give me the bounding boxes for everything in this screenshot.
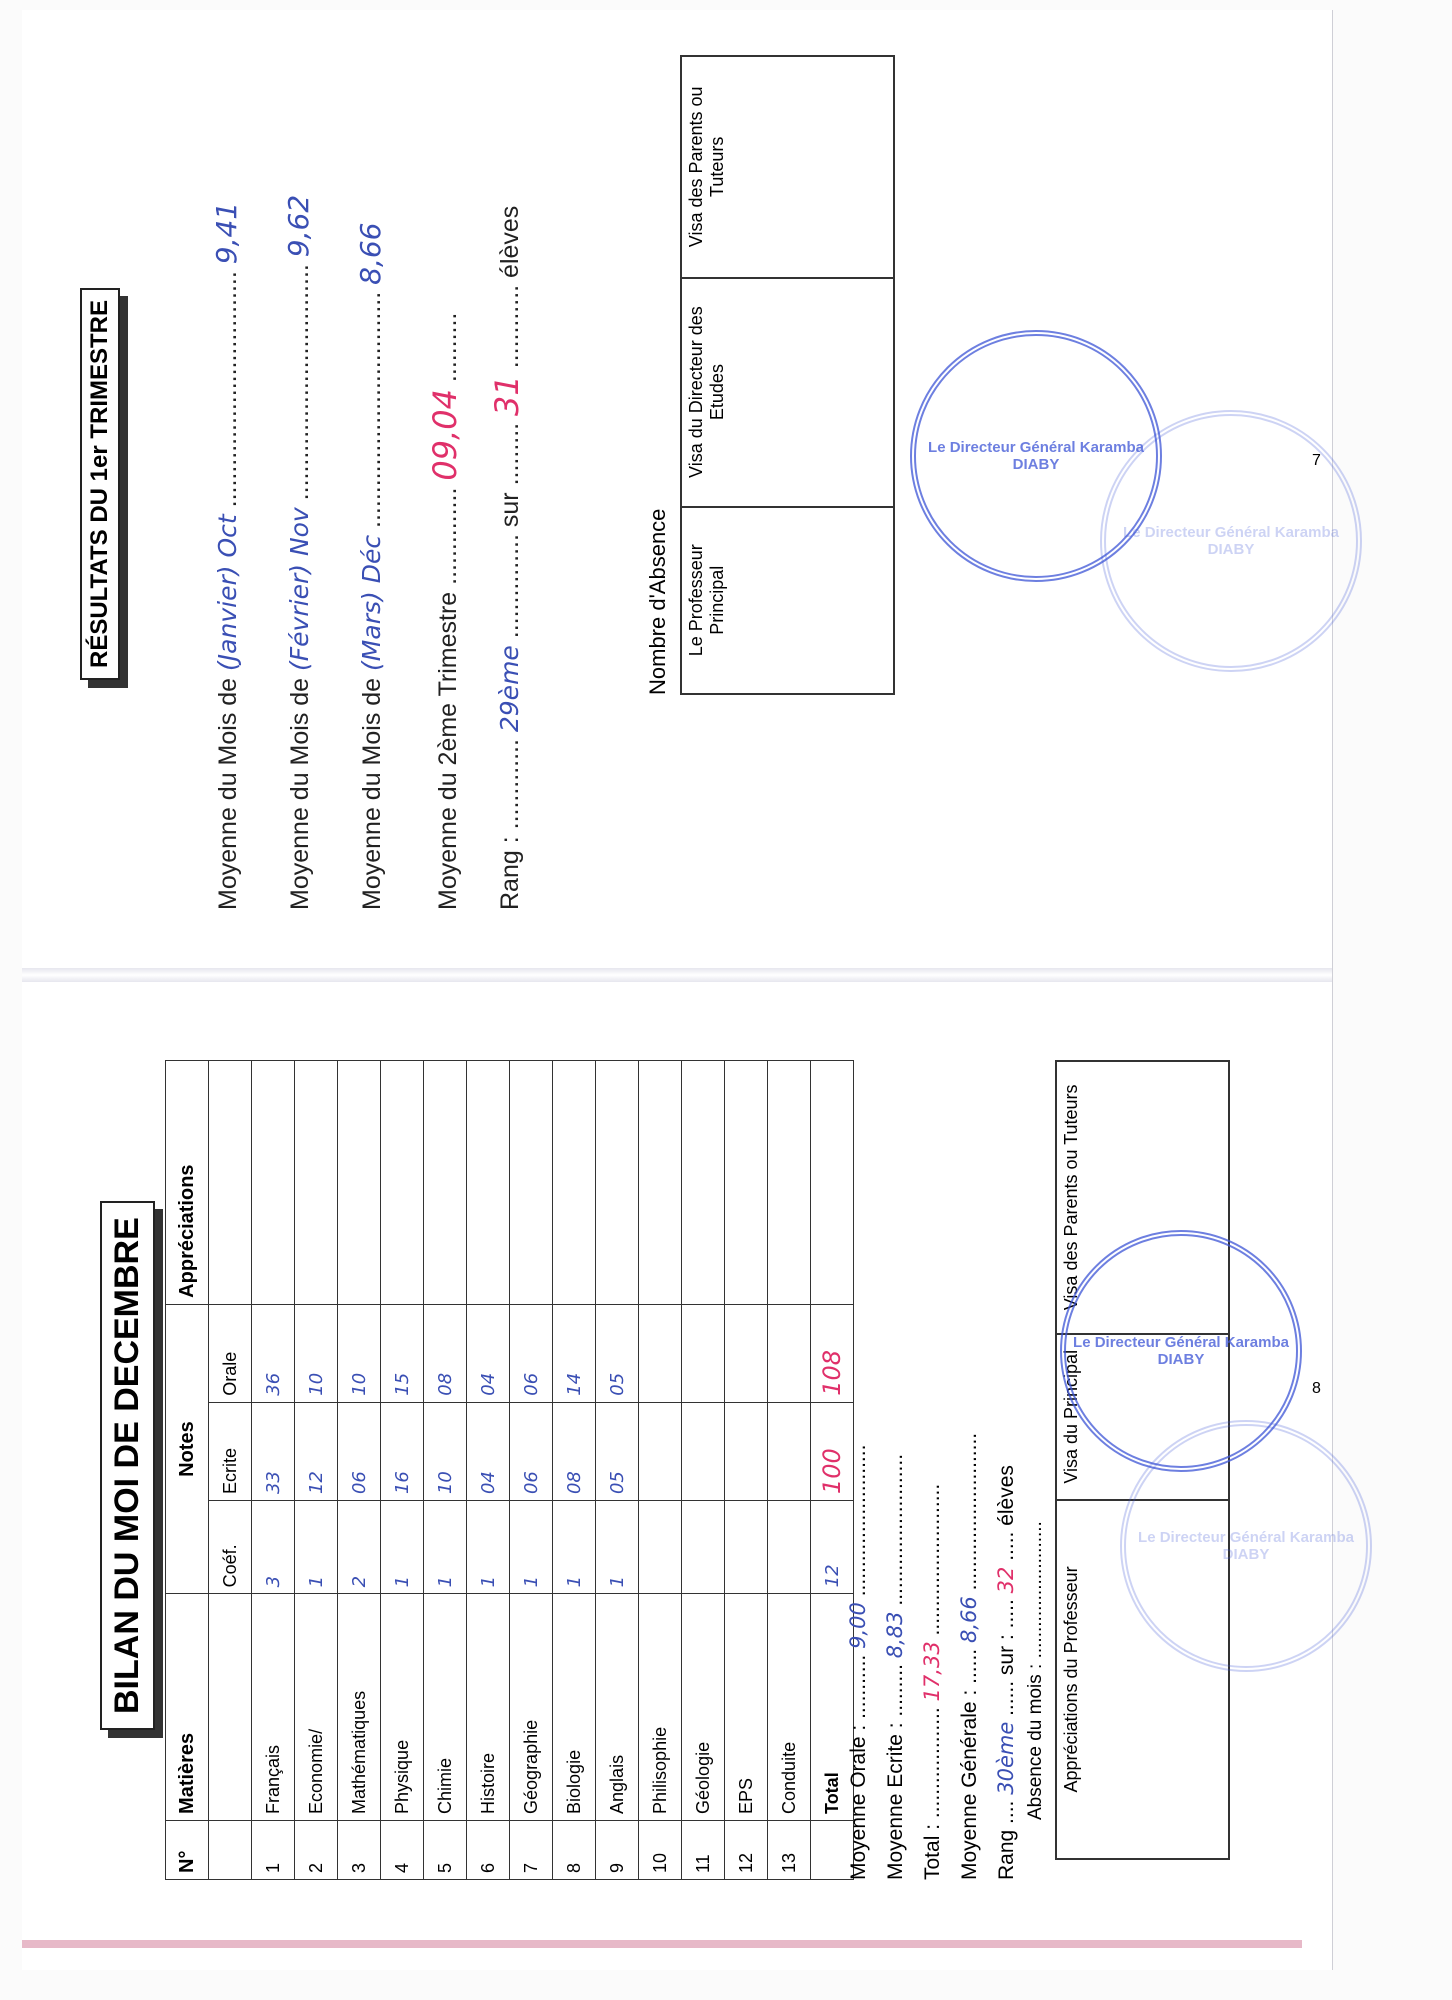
trimestre-average-line: Moyenne du 2ème Trimestre .............. 09,04 .......... [426, 312, 464, 910]
table-row: 8 Biologie 1 08 14 [553, 1061, 596, 1880]
prof-principal-cell: Le Professeur Principal [681, 507, 894, 694]
parents-cell: Visa des Parents ou Tuteurs [681, 56, 894, 278]
total-row: Total 12 100 108 [811, 1061, 854, 1880]
right-visa-table [680, 55, 895, 695]
table-row: 10 Philisophie [639, 1061, 682, 1880]
table-row: 9 Anglais 1 05 05 [596, 1061, 639, 1880]
right-page-title: RÉSULTATS DU 1er TRIMESTRE [80, 288, 120, 680]
col-appreciations-header: Appréciations [166, 1061, 209, 1305]
absence-line: Absence du mois : .......................... [1025, 1521, 1046, 1820]
principal-cell: Visa du Principal [1056, 1334, 1229, 1500]
col-coef-header: Coéf. [209, 1501, 252, 1594]
col-notes-header: Notes [166, 1304, 209, 1594]
table-row: 3 Mathématiques 2 06 10 [338, 1061, 381, 1880]
faint-stamp: Le Directeur Général Karamba DIABY [1100, 410, 1362, 672]
table-row: 7 Géographie 1 06 06 [510, 1061, 553, 1880]
directeur-cell: Visa du Directeur des Etudes [681, 278, 894, 507]
left-page-title: BILAN DU MOI DE DECEMBRE [100, 1201, 155, 1730]
table-row: 11 Géologie [682, 1061, 725, 1880]
director-stamp: Le Directeur Général Karamba DIABY [910, 330, 1162, 582]
month-average-line: Moyenne du Mois de (Janvier) Oct .................................. 9,41 [210, 201, 243, 910]
col-num-header: N° [166, 1820, 209, 1879]
faint-stamp: Le Directeur Général Karamba DIABY [1120, 1420, 1372, 1672]
table-row: 5 Chimie 1 10 08 [424, 1061, 467, 1880]
col-ecrite-header: Ecrite [209, 1402, 252, 1500]
col-subject-header: Matières [166, 1594, 209, 1821]
table-row: 2 Economie/ 1 12 10 [295, 1061, 338, 1880]
rank-line: Rang : ............. 29ème ............... sur ......... 31 ............ élèves [488, 205, 526, 910]
month-average-line: Moyenne du Mois de (Mars) Déc .................................. 8,66 [354, 222, 387, 910]
parents-cell: Visa des Parents ou Tuteurs [1056, 1061, 1229, 1334]
prof-appreciation-cell: Appréciations du Professeur [1056, 1500, 1229, 1859]
page-number: 8 [1312, 1380, 1321, 1397]
monthly-summary: Moyenne Orale : ........... 9,00 .......................... Moyenne Ecrite : ......... 8,83 .......................... Total : ................... 17,33 .......................... Moyenne Générale : ...... 8,66 ........................... Rang .... 30ème ...... sur : ..... 32 ..... élèves [846, 1432, 1018, 1880]
table-row: 6 Histoire 1 04 04 [467, 1061, 510, 1880]
table-row: 1 Français 3 33 36 [252, 1061, 295, 1880]
director-stamp: Le Directeur Général Karamba DIABY [1060, 1230, 1302, 1472]
col-orale-header: Orale [209, 1304, 252, 1402]
month-average-line: Moyenne du Mois de (Février) Nov .................................. 9,62 [282, 194, 315, 910]
page-edge [22, 1940, 1302, 1948]
table-row: 4 Physique 1 16 15 [381, 1061, 424, 1880]
grades-table [165, 1060, 854, 1880]
page-number: 7 [1312, 452, 1321, 469]
absence-title: Nombre d'Absence [645, 508, 670, 695]
table-row: 13 Conduite [768, 1061, 811, 1880]
table-row: 12 EPS [725, 1061, 768, 1880]
